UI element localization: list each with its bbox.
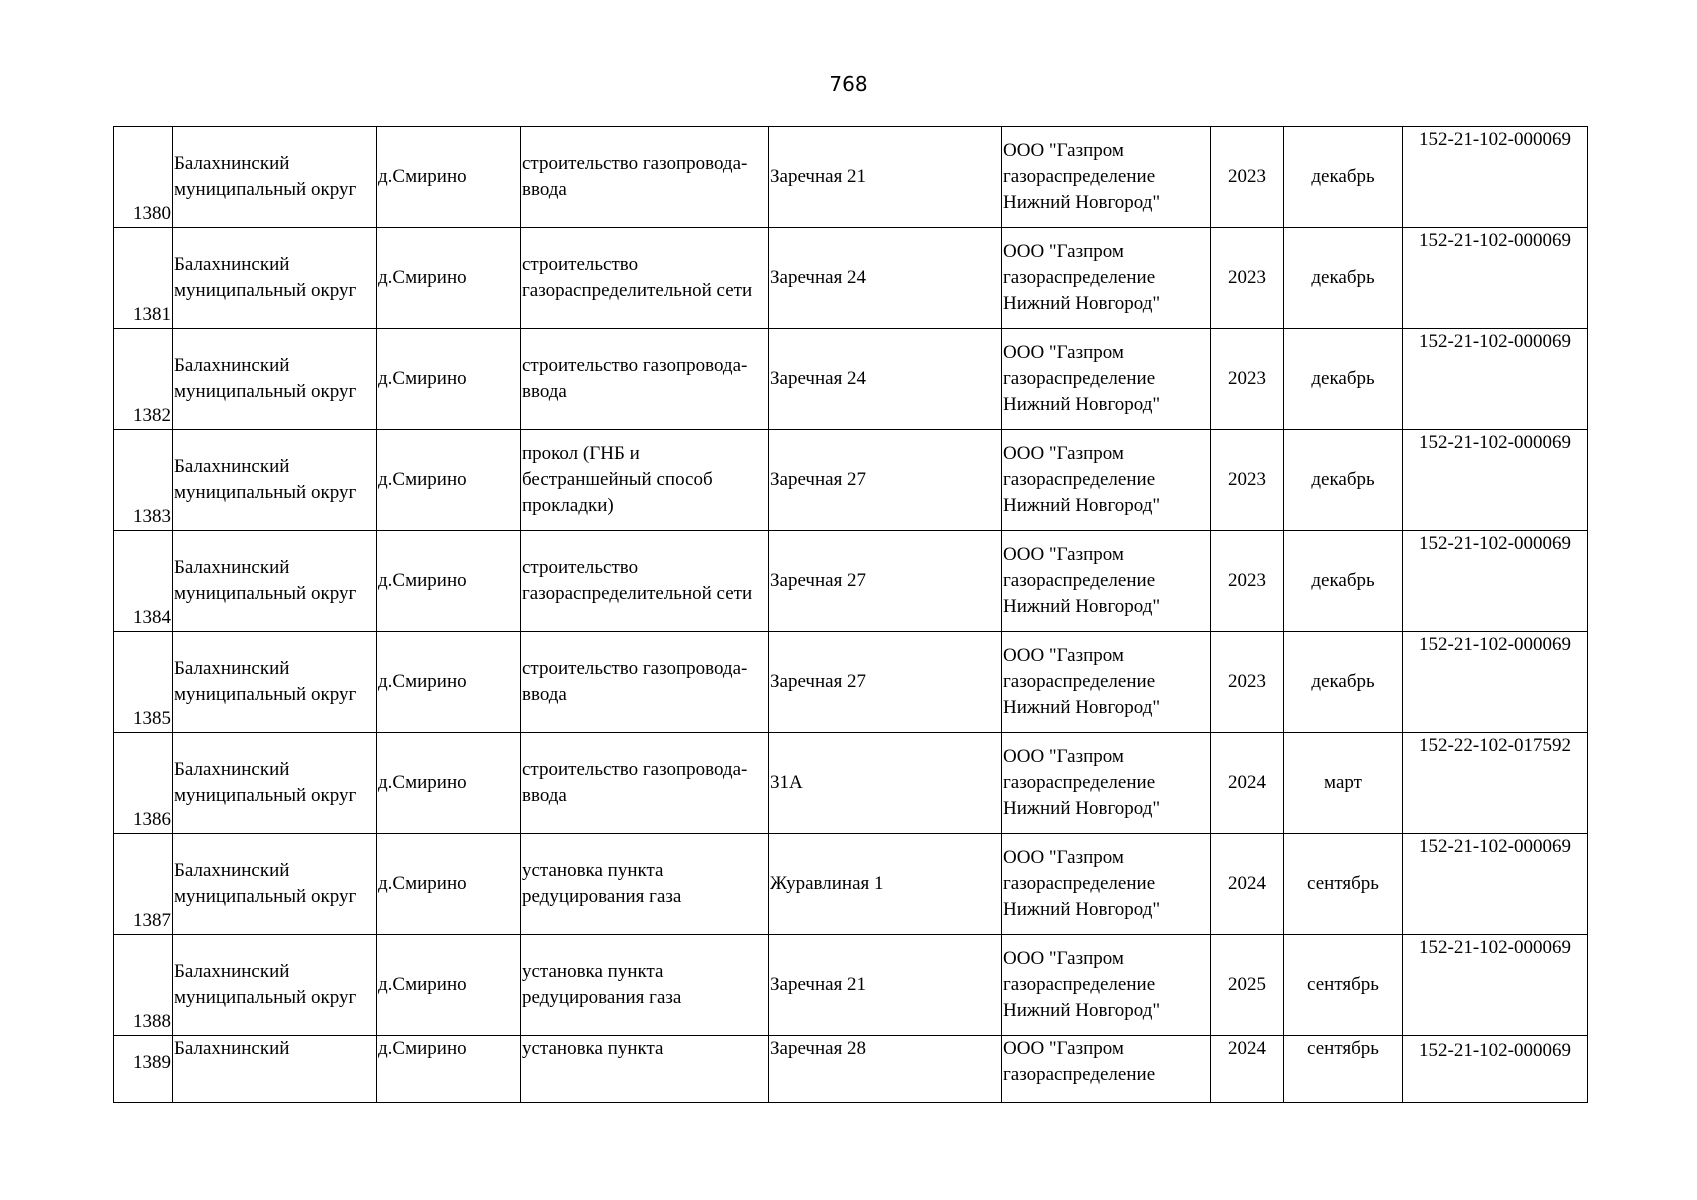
work-type-cell-line: строительство газопровода- xyxy=(522,759,748,780)
address-cell xyxy=(769,430,1002,531)
district-cell-line: Балахнинский xyxy=(174,355,290,376)
address-cell-text: Заречная 21 xyxy=(770,166,867,187)
district-cell-line: Балахнинский xyxy=(174,1038,290,1059)
row-number xyxy=(114,531,173,632)
month-cell xyxy=(1284,127,1403,228)
row-number xyxy=(114,935,173,1036)
address-cell-text: Заречная 27 xyxy=(770,570,867,591)
month-cell-text: сентябрь xyxy=(1307,873,1379,894)
district-cell xyxy=(173,1036,377,1103)
year-cell xyxy=(1211,531,1284,632)
address-cell xyxy=(769,632,1002,733)
district-cell-line: Балахнинский xyxy=(174,456,290,477)
row-number-text: 1384 xyxy=(133,607,171,628)
address-cell-text: Заречная 28 xyxy=(770,1038,867,1059)
row-number xyxy=(114,329,173,430)
row-number-text: 1386 xyxy=(133,809,171,830)
month-cell-text: сентябрь xyxy=(1307,974,1379,995)
village-cell xyxy=(377,834,521,935)
village-cell-text: д.Смирино xyxy=(378,1038,467,1059)
registry-code-cell-text: 152-21-102-000069 xyxy=(1419,937,1571,958)
organization-cell-line: ООО "Газпром xyxy=(1003,342,1124,363)
registry-code-cell xyxy=(1403,329,1588,430)
table-row xyxy=(114,228,1588,329)
village-cell-text: д.Смирино xyxy=(378,772,467,793)
year-cell xyxy=(1211,834,1284,935)
work-type-cell-line: установка пункта xyxy=(522,1038,664,1059)
address-cell-text: Заречная 24 xyxy=(770,368,867,389)
row-number xyxy=(114,430,173,531)
village-cell xyxy=(377,127,521,228)
row-number xyxy=(114,632,173,733)
table-row xyxy=(114,1036,1588,1103)
year-cell-text: 2023 xyxy=(1228,267,1266,288)
district-cell-line: муниципальный округ xyxy=(174,785,357,806)
organization-cell-line: газораспределение xyxy=(1003,469,1156,490)
work-type-cell xyxy=(521,430,769,531)
month-cell xyxy=(1284,228,1403,329)
row-number-text: 1385 xyxy=(133,708,171,729)
row-number-text: 1387 xyxy=(133,910,171,931)
table-row xyxy=(114,935,1588,1036)
organization-cell-line: Нижний Новгород" xyxy=(1003,899,1161,920)
organization-cell xyxy=(1002,632,1211,733)
work-type-cell xyxy=(521,632,769,733)
year-cell xyxy=(1211,1036,1284,1103)
month-cell xyxy=(1284,935,1403,1036)
registry-code-cell xyxy=(1403,127,1588,228)
month-cell xyxy=(1284,632,1403,733)
address-cell xyxy=(769,733,1002,834)
row-number xyxy=(114,228,173,329)
organization-cell-line: газораспределение xyxy=(1003,873,1156,894)
year-cell xyxy=(1211,935,1284,1036)
work-type-cell-line: ввода xyxy=(522,785,567,806)
organization-cell xyxy=(1002,733,1211,834)
address-cell xyxy=(769,329,1002,430)
year-cell-text: 2025 xyxy=(1228,974,1266,995)
work-type-cell-line: прокол (ГНБ и xyxy=(522,443,640,464)
district-cell xyxy=(173,834,377,935)
address-cell-text: 31А xyxy=(770,772,803,793)
address-cell xyxy=(769,531,1002,632)
year-cell xyxy=(1211,430,1284,531)
district-cell-line: муниципальный округ xyxy=(174,179,357,200)
village-cell xyxy=(377,935,521,1036)
table-row xyxy=(114,430,1588,531)
district-cell xyxy=(173,531,377,632)
work-type-cell xyxy=(521,531,769,632)
year-cell xyxy=(1211,127,1284,228)
address-cell-text: Журавлиная 1 xyxy=(770,873,884,894)
registry-code-cell-text: 152-21-102-000069 xyxy=(1419,836,1571,857)
work-type-cell xyxy=(521,1036,769,1103)
table-row xyxy=(114,632,1588,733)
address-cell xyxy=(769,127,1002,228)
address-cell xyxy=(769,1036,1002,1103)
organization-cell xyxy=(1002,834,1211,935)
organization-cell-line: ООО "Газпром xyxy=(1003,1038,1124,1059)
district-cell xyxy=(173,228,377,329)
organization-cell-line: Нижний Новгород" xyxy=(1003,798,1161,819)
organization-cell xyxy=(1002,1036,1211,1103)
month-cell xyxy=(1284,531,1403,632)
organization-cell-line: газораспределение xyxy=(1003,368,1156,389)
row-number xyxy=(114,733,173,834)
organization-cell-line: газораспределение xyxy=(1003,974,1156,995)
table-row xyxy=(114,733,1588,834)
address-cell-text: Заречная 27 xyxy=(770,671,867,692)
work-type-cell-line: ввода xyxy=(522,381,567,402)
district-cell-line: муниципальный округ xyxy=(174,482,357,503)
organization-cell-line: ООО "Газпром xyxy=(1003,645,1124,666)
work-type-cell-line: строительство газопровода- xyxy=(522,355,748,376)
address-cell xyxy=(769,935,1002,1036)
year-cell xyxy=(1211,733,1284,834)
village-cell xyxy=(377,228,521,329)
work-type-cell-line: ввода xyxy=(522,179,567,200)
registry-code-cell-text: 152-22-102-017592 xyxy=(1419,735,1571,756)
village-cell xyxy=(377,329,521,430)
village-cell xyxy=(377,733,521,834)
month-cell xyxy=(1284,430,1403,531)
registry-code-cell-text: 152-21-102-000069 xyxy=(1419,230,1571,251)
work-type-cell-line: установка пункта xyxy=(522,860,664,881)
village-cell-text: д.Смирино xyxy=(378,974,467,995)
month-cell xyxy=(1284,329,1403,430)
district-cell-line: Балахнинский xyxy=(174,759,290,780)
work-type-cell-line: газораспределительной сети xyxy=(522,280,753,301)
gas-works-table xyxy=(113,126,1588,1103)
organization-cell xyxy=(1002,935,1211,1036)
district-cell-line: муниципальный округ xyxy=(174,886,357,907)
organization-cell xyxy=(1002,430,1211,531)
table-row xyxy=(114,127,1588,228)
organization-cell-line: ООО "Газпром xyxy=(1003,140,1124,161)
registry-code-cell-text: 152-21-102-000069 xyxy=(1419,129,1571,150)
month-cell-text: декабрь xyxy=(1311,166,1375,187)
work-type-cell xyxy=(521,329,769,430)
organization-cell-line: Нижний Новгород" xyxy=(1003,596,1161,617)
organization-cell xyxy=(1002,127,1211,228)
village-cell-text: д.Смирино xyxy=(378,570,467,591)
work-type-cell-line: редуцирования газа xyxy=(522,886,682,907)
month-cell-text: декабрь xyxy=(1311,671,1375,692)
district-cell-line: Балахнинский xyxy=(174,860,290,881)
district-cell xyxy=(173,733,377,834)
year-cell-text: 2023 xyxy=(1228,671,1266,692)
row-number-text: 1383 xyxy=(133,506,171,527)
organization-cell-line: ООО "Газпром xyxy=(1003,443,1124,464)
village-cell-text: д.Смирино xyxy=(378,267,467,288)
work-type-cell xyxy=(521,228,769,329)
organization-cell xyxy=(1002,531,1211,632)
organization-cell-line: Нижний Новгород" xyxy=(1003,1000,1161,1021)
district-cell-line: муниципальный округ xyxy=(174,381,357,402)
organization-cell-line: Нижний Новгород" xyxy=(1003,495,1161,516)
year-cell-text: 2023 xyxy=(1228,368,1266,389)
work-type-cell-line: строительство газопровода- xyxy=(522,153,748,174)
organization-cell-line: газораспределение xyxy=(1003,772,1156,793)
organization-cell-line: газораспределение xyxy=(1003,671,1156,692)
organization-cell-line: Нижний Новгород" xyxy=(1003,697,1161,718)
registry-code-cell-text: 152-21-102-000069 xyxy=(1419,331,1571,352)
row-number-text: 1382 xyxy=(133,405,171,426)
year-cell-text: 2023 xyxy=(1228,570,1266,591)
row-number-text: 1388 xyxy=(133,1011,171,1032)
registry-code-cell xyxy=(1403,430,1588,531)
organization-cell-line: газораспределение xyxy=(1003,166,1156,187)
month-cell-text: декабрь xyxy=(1311,570,1375,591)
work-type-cell-line: бестраншейный способ xyxy=(522,469,713,490)
year-cell xyxy=(1211,632,1284,733)
month-cell xyxy=(1284,834,1403,935)
year-cell-text: 2023 xyxy=(1228,469,1266,490)
work-type-cell xyxy=(521,733,769,834)
district-cell-line: Балахнинский xyxy=(174,658,290,679)
work-type-cell-line: газораспределительной сети xyxy=(522,583,753,604)
row-number-text: 1380 xyxy=(133,203,171,224)
village-cell xyxy=(377,1036,521,1103)
village-cell-text: д.Смирино xyxy=(378,671,467,692)
district-cell xyxy=(173,430,377,531)
district-cell xyxy=(173,632,377,733)
year-cell-text: 2023 xyxy=(1228,166,1266,187)
organization-cell-line: Нижний Новгород" xyxy=(1003,293,1161,314)
row-number xyxy=(114,834,173,935)
district-cell-line: Балахнинский xyxy=(174,153,290,174)
month-cell-text: декабрь xyxy=(1311,469,1375,490)
registry-code-cell-text: 152-21-102-000069 xyxy=(1419,432,1571,453)
registry-code-cell xyxy=(1403,531,1588,632)
address-cell xyxy=(769,834,1002,935)
village-cell-text: д.Смирино xyxy=(378,873,467,894)
registry-code-cell-text: 152-21-102-000069 xyxy=(1419,634,1571,655)
row-number xyxy=(114,127,173,228)
organization-cell-line: ООО "Газпром xyxy=(1003,948,1124,969)
row-number-text: 1389 xyxy=(133,1052,171,1073)
village-cell xyxy=(377,531,521,632)
row-number-text: 1381 xyxy=(133,304,171,325)
year-cell-text: 2024 xyxy=(1228,1038,1266,1059)
address-cell-text: Заречная 27 xyxy=(770,469,867,490)
work-type-cell xyxy=(521,834,769,935)
month-cell-text: март xyxy=(1324,772,1362,793)
registry-code-cell-text: 152-21-102-000069 xyxy=(1419,533,1571,554)
year-cell-text: 2024 xyxy=(1228,772,1266,793)
work-type-cell-line: строительство xyxy=(522,254,639,275)
table-row xyxy=(114,329,1588,430)
address-cell-text: Заречная 24 xyxy=(770,267,867,288)
month-cell-text: сентябрь xyxy=(1307,1038,1379,1059)
district-cell-line: Балахнинский xyxy=(174,254,290,275)
year-cell xyxy=(1211,329,1284,430)
registry-code-cell xyxy=(1403,632,1588,733)
month-cell-text: декабрь xyxy=(1311,267,1375,288)
district-cell-line: муниципальный округ xyxy=(174,684,357,705)
work-type-cell-line: строительство xyxy=(522,557,639,578)
village-cell-text: д.Смирино xyxy=(378,166,467,187)
work-type-cell-line: установка пункта xyxy=(522,961,664,982)
address-cell-text: Заречная 21 xyxy=(770,974,867,995)
organization-cell xyxy=(1002,329,1211,430)
work-type-cell xyxy=(521,935,769,1036)
work-type-cell-line: ввода xyxy=(522,684,567,705)
registry-code-cell xyxy=(1403,733,1588,834)
table-row xyxy=(114,531,1588,632)
district-cell xyxy=(173,935,377,1036)
village-cell-text: д.Смирино xyxy=(378,469,467,490)
organization-cell-line: газораспределение xyxy=(1003,267,1156,288)
month-cell xyxy=(1284,1036,1403,1103)
district-cell xyxy=(173,127,377,228)
organization-cell-line: ООО "Газпром xyxy=(1003,746,1124,767)
organization-cell-line: ООО "Газпром xyxy=(1003,847,1124,868)
organization-cell xyxy=(1002,228,1211,329)
registry-code-cell xyxy=(1403,935,1588,1036)
year-cell xyxy=(1211,228,1284,329)
organization-cell-line: ООО "Газпром xyxy=(1003,544,1124,565)
district-cell-line: Балахнинский xyxy=(174,557,290,578)
work-type-cell-line: редуцирования газа xyxy=(522,987,682,1008)
registry-code-cell-text: 152-21-102-000069 xyxy=(1419,1040,1571,1061)
village-cell xyxy=(377,430,521,531)
row-number xyxy=(114,1036,173,1103)
district-cell-line: Балахнинский xyxy=(174,961,290,982)
work-type-cell-line: прокладки) xyxy=(522,495,614,516)
address-cell xyxy=(769,228,1002,329)
month-cell-text: декабрь xyxy=(1311,368,1375,389)
organization-cell-line: Нижний Новгород" xyxy=(1003,192,1161,213)
village-cell-text: д.Смирино xyxy=(378,368,467,389)
organization-cell-line: газораспределение xyxy=(1003,1064,1156,1085)
work-type-cell xyxy=(521,127,769,228)
organization-cell-line: газораспределение xyxy=(1003,570,1156,591)
organization-cell-line: ООО "Газпром xyxy=(1003,241,1124,262)
district-cell-line: муниципальный округ xyxy=(174,987,357,1008)
registry-code-cell xyxy=(1403,834,1588,935)
table-row xyxy=(114,834,1588,935)
work-type-cell-line: строительство газопровода- xyxy=(522,658,748,679)
page-number: 768 xyxy=(829,72,868,96)
organization-cell-line: Нижний Новгород" xyxy=(1003,394,1161,415)
registry-code-cell xyxy=(1403,228,1588,329)
village-cell xyxy=(377,632,521,733)
year-cell-text: 2024 xyxy=(1228,873,1266,894)
month-cell xyxy=(1284,733,1403,834)
district-cell xyxy=(173,329,377,430)
registry-code-cell xyxy=(1403,1036,1588,1103)
district-cell-line: муниципальный округ xyxy=(174,280,357,301)
district-cell-line: муниципальный округ xyxy=(174,583,357,604)
